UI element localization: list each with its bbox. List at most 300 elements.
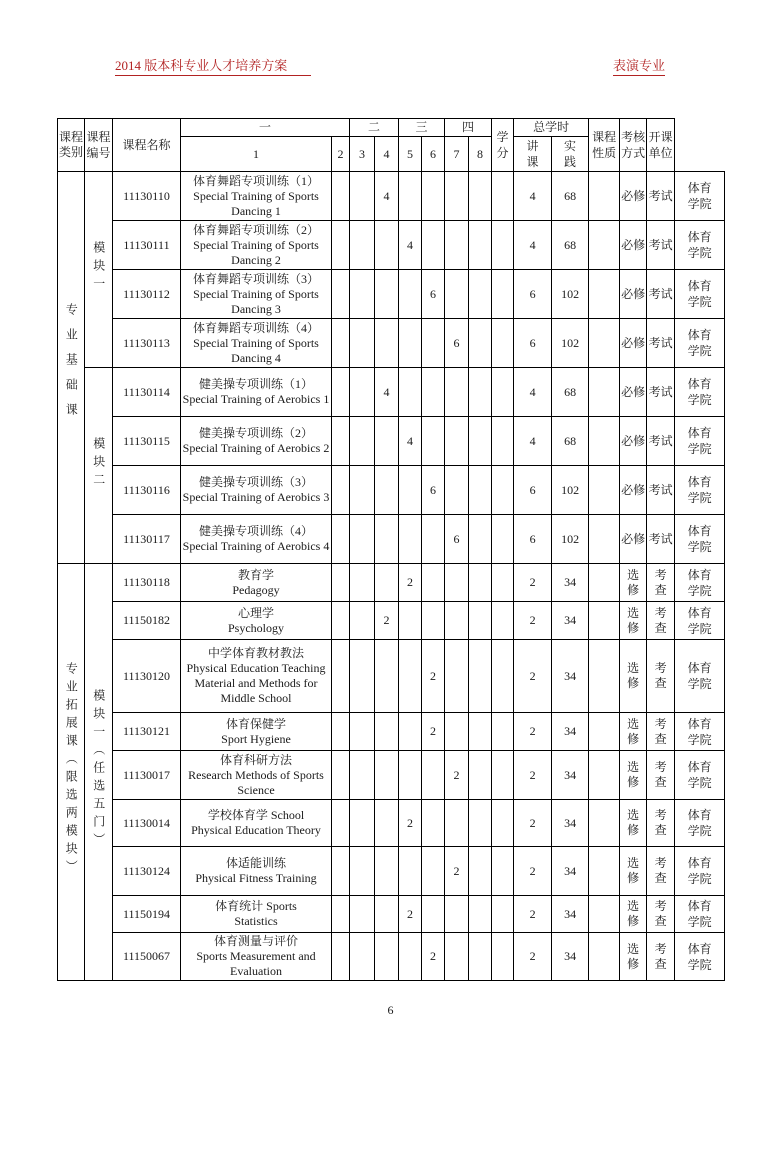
semester-hours-cell (375, 564, 399, 602)
course-code-cell: 11150067 (113, 933, 181, 981)
semester-hours-cell (399, 368, 422, 417)
credits-cell: 2 (514, 640, 552, 713)
assessment-cell: 考试 (647, 515, 675, 564)
course-name-en: Special Training of Aerobics 2 (182, 441, 330, 455)
assessment-cell: 考查 (647, 640, 675, 713)
semester-hours-cell (399, 319, 422, 368)
table-row (58, 713, 725, 751)
course-code-cell: 11130110 (113, 172, 181, 221)
semester-hours-cell (350, 466, 375, 515)
table-row (58, 564, 725, 602)
table-row (58, 847, 725, 896)
practice-hours-cell (589, 564, 620, 602)
semester-hours-cell (492, 713, 514, 751)
semester-hours-cell (422, 172, 445, 221)
unit-cell: 体育学院 (675, 847, 725, 896)
course-name-zh: 体育舞蹈专项训练（4） (192, 320, 319, 335)
semester-hours-cell (492, 515, 514, 564)
lecture-hours-cell: 34 (552, 602, 589, 640)
credits-cell: 2 (514, 847, 552, 896)
semester-hours-cell (350, 172, 375, 221)
lecture-hours-cell: 34 (552, 640, 589, 713)
credits-cell: 2 (514, 751, 552, 800)
credits-cell: 6 (514, 270, 552, 319)
course-name-en: Sport Hygiene (221, 731, 291, 746)
practice-hours-cell (589, 713, 620, 751)
semester-hours-cell: 4 (399, 221, 422, 270)
practice-hours-cell (589, 640, 620, 713)
course-code-cell: 11150194 (113, 896, 181, 933)
module-cell (85, 564, 113, 981)
semester-hours-cell (445, 221, 469, 270)
semester-hours-cell (492, 270, 514, 319)
course-name-zh: 体适能训练 (225, 856, 286, 870)
credits-cell: 4 (514, 417, 552, 466)
semester-hours-cell (350, 270, 375, 319)
semester-hours-cell (492, 640, 514, 713)
semester-hours-cell (350, 713, 375, 751)
credits-cell: 2 (514, 933, 552, 981)
unit-cell: 体育学院 (675, 933, 725, 981)
header-credits: 学分 (492, 119, 514, 172)
practice-hours-cell (589, 172, 620, 221)
course-code-cell: 11130014 (113, 800, 181, 847)
semester-hours-cell (332, 417, 350, 466)
semester-hours-cell (375, 640, 399, 713)
course-name-cell (181, 800, 332, 847)
course-name-cell (181, 221, 332, 270)
credits-cell: 2 (514, 602, 552, 640)
table-row (58, 221, 725, 270)
semester-hours-cell (445, 172, 469, 221)
semester-hours-cell (492, 933, 514, 981)
assessment-cell: 考试 (647, 466, 675, 515)
course-name-cell (181, 933, 332, 981)
course-name-en: Special Training of Aerobics 3 (182, 490, 330, 504)
semester-hours-cell (332, 896, 350, 933)
semester-hours-cell (375, 933, 399, 981)
practice-hours-cell (589, 417, 620, 466)
table-body (58, 172, 725, 981)
table-row (58, 270, 725, 319)
semester-hours-cell: 6 (422, 466, 445, 515)
practice-hours-cell (589, 847, 620, 896)
course-name-cell (181, 847, 332, 896)
course-code-cell: 11130124 (113, 847, 181, 896)
header-sem-3: 3 (350, 137, 375, 172)
module-label: 模块一 (91, 240, 106, 295)
course-code-cell: 11130114 (113, 368, 181, 417)
semester-hours-cell: 2 (399, 800, 422, 847)
semester-hours-cell (469, 713, 492, 751)
semester-hours-cell (422, 368, 445, 417)
semester-hours-cell (332, 933, 350, 981)
lecture-hours-cell: 102 (552, 270, 589, 319)
semester-hours-cell (375, 319, 399, 368)
course-nature-cell: 选修 (620, 713, 647, 751)
semester-hours-cell (399, 270, 422, 319)
semester-hours-cell (492, 368, 514, 417)
course-name-cell (181, 368, 332, 417)
table-head (58, 119, 725, 172)
semester-hours-cell (445, 417, 469, 466)
course-name-zh: 体育测量与评价 (213, 934, 298, 948)
course-name-en: Psychology (227, 620, 284, 635)
lecture-hours-cell: 68 (552, 368, 589, 417)
header-major: 表演专业 (613, 57, 665, 76)
unit-cell: 体育学院 (675, 466, 725, 515)
semester-hours-cell (422, 800, 445, 847)
unit-cell: 体育学院 (675, 751, 725, 800)
course-name-cell (181, 270, 332, 319)
lecture-hours-cell: 34 (552, 847, 589, 896)
assessment-cell: 考查 (647, 751, 675, 800)
practice-hours-cell (589, 800, 620, 847)
semester-hours-cell (399, 602, 422, 640)
credits-cell: 2 (514, 896, 552, 933)
unit-cell: 体育学院 (675, 713, 725, 751)
course-name-zh: 体育舞蹈专项训练（3） (192, 271, 319, 286)
assessment-cell: 考试 (647, 319, 675, 368)
course-name-en: Statistics (234, 914, 278, 928)
semester-hours-cell: 2 (399, 896, 422, 933)
table-row (58, 933, 725, 981)
course-name-en: Physical Education Teaching Material and Methods for Middle School (186, 661, 326, 705)
semester-hours-cell (469, 564, 492, 602)
credits-cell: 4 (514, 172, 552, 221)
semester-hours-cell (375, 800, 399, 847)
lecture-hours-cell: 68 (552, 221, 589, 270)
semester-hours-cell: 2 (375, 602, 399, 640)
assessment-cell: 考查 (647, 602, 675, 640)
assessment-cell: 考查 (647, 896, 675, 933)
semester-hours-cell (350, 319, 375, 368)
course-nature-cell: 选修 (620, 602, 647, 640)
semester-hours-cell (469, 221, 492, 270)
credits-cell: 2 (514, 713, 552, 751)
semester-hours-cell: 4 (399, 417, 422, 466)
semester-hours-cell (469, 466, 492, 515)
semester-hours-cell (332, 751, 350, 800)
credits-cell: 4 (514, 221, 552, 270)
table-row (58, 602, 725, 640)
semester-hours-cell (350, 933, 375, 981)
semester-hours-cell (422, 751, 445, 800)
practice-hours-cell (589, 319, 620, 368)
semester-hours-cell (492, 602, 514, 640)
semester-hours-cell (350, 602, 375, 640)
semester-hours-cell (332, 515, 350, 564)
table-row (58, 368, 725, 417)
course-name-en: Special Training of Aerobics 1 (182, 392, 330, 406)
semester-hours-cell (445, 713, 469, 751)
category-cell (58, 172, 85, 564)
course-name-zh: 健美操专项训练（3） (198, 475, 313, 489)
header-sem-group-4: 四 (445, 119, 492, 137)
practice-hours-cell (589, 221, 620, 270)
semester-hours-cell (422, 602, 445, 640)
semester-hours-cell (492, 564, 514, 602)
lecture-hours-cell: 102 (552, 466, 589, 515)
semester-hours-cell (445, 466, 469, 515)
semester-hours-cell (375, 896, 399, 933)
assessment-cell: 考查 (647, 933, 675, 981)
course-name-zh: 健美操专项训练（1） (198, 377, 313, 391)
lecture-hours-cell: 34 (552, 800, 589, 847)
semester-hours-cell (492, 172, 514, 221)
semester-hours-cell (469, 640, 492, 713)
practice-hours-cell (589, 515, 620, 564)
header-sem-5: 5 (399, 137, 422, 172)
semester-hours-cell (332, 319, 350, 368)
semester-hours-cell (399, 847, 422, 896)
semester-hours-cell (332, 172, 350, 221)
course-name-en: Special Training of Sports Dancing 2 (193, 237, 319, 267)
course-name-zh: 体育统计 Sports (215, 899, 297, 913)
course-name-cell (181, 515, 332, 564)
semester-hours-cell (350, 221, 375, 270)
course-nature-cell: 必修 (620, 221, 647, 270)
course-nature-cell: 选修 (620, 564, 647, 602)
semester-hours-cell: 6 (445, 515, 469, 564)
course-name-cell (181, 466, 332, 515)
semester-hours-cell: 6 (422, 270, 445, 319)
assessment-cell: 考查 (647, 564, 675, 602)
semester-hours-cell (399, 751, 422, 800)
course-nature-cell: 必修 (620, 368, 647, 417)
semester-hours-cell (399, 515, 422, 564)
header-sem-8: 8 (469, 137, 492, 172)
unit-cell: 体育学院 (675, 221, 725, 270)
semester-hours-cell (332, 564, 350, 602)
header-sem-7: 7 (445, 137, 469, 172)
course-name-cell (181, 602, 332, 640)
header-sem-group-1: 一 (181, 119, 350, 137)
semester-hours-cell (469, 800, 492, 847)
semester-hours-cell (422, 896, 445, 933)
semester-hours-cell (469, 933, 492, 981)
course-code-cell: 11130116 (113, 466, 181, 515)
course-code-cell: 11130111 (113, 221, 181, 270)
table-row (58, 640, 725, 713)
lecture-hours-cell: 34 (552, 933, 589, 981)
semester-hours-cell (399, 713, 422, 751)
semester-hours-cell (422, 847, 445, 896)
table-row (58, 319, 725, 368)
header-title: 2014 版本科专业人才培养方案 (115, 57, 311, 76)
semester-hours-cell: 2 (445, 847, 469, 896)
unit-cell: 体育学院 (675, 270, 725, 319)
semester-hours-cell (375, 417, 399, 466)
semester-hours-cell (492, 221, 514, 270)
header-total-hours: 总学时 (514, 119, 589, 137)
assessment-cell: 考查 (647, 847, 675, 896)
semester-hours-cell (399, 640, 422, 713)
course-name-zh: 心理学 (237, 605, 274, 620)
semester-hours-cell (445, 640, 469, 713)
category-label: 专业基础课 (64, 303, 79, 428)
table-row (58, 466, 725, 515)
semester-hours-cell (375, 751, 399, 800)
lecture-hours-cell: 68 (552, 417, 589, 466)
course-name-zh: 教育学 (237, 567, 274, 582)
semester-hours-cell (445, 602, 469, 640)
course-name-en: Pedagogy (232, 582, 280, 597)
practice-hours-cell (589, 270, 620, 319)
course-name-cell (181, 896, 332, 933)
header-sem-4: 4 (375, 137, 399, 172)
course-name-zh: 体育科研方法 (219, 752, 292, 767)
semester-hours-cell (332, 847, 350, 896)
semester-hours-cell (350, 847, 375, 896)
semester-hours-cell (469, 896, 492, 933)
table-row (58, 800, 725, 847)
semester-hours-cell (332, 221, 350, 270)
header-sem-1: 1 (181, 137, 332, 172)
course-name-en: Research Methods of Sports Science (188, 767, 324, 797)
course-name-en: Sports Measurement and Evaluation (196, 949, 316, 978)
semester-hours-cell (422, 319, 445, 368)
semester-hours-cell (492, 466, 514, 515)
lecture-hours-cell: 34 (552, 713, 589, 751)
semester-hours-cell (350, 368, 375, 417)
course-name-en: Physical Fitness Training (195, 871, 317, 885)
header-sem-2: 2 (332, 137, 350, 172)
category-label: 专业拓展课（限选两模块） (64, 662, 79, 878)
practice-hours-cell (589, 751, 620, 800)
table-row (58, 417, 725, 466)
assessment-cell: 考试 (647, 221, 675, 270)
table-row (58, 751, 725, 800)
semester-hours-cell (375, 221, 399, 270)
semester-hours-cell (492, 847, 514, 896)
semester-hours-cell (445, 800, 469, 847)
course-nature-cell: 选修 (620, 751, 647, 800)
semester-hours-cell: 2 (422, 713, 445, 751)
assessment-cell: 考试 (647, 417, 675, 466)
semester-hours-cell (469, 847, 492, 896)
semester-hours-cell (375, 270, 399, 319)
semester-hours-cell (422, 515, 445, 564)
course-nature-cell: 必修 (620, 466, 647, 515)
practice-hours-cell (589, 466, 620, 515)
course-name-cell (181, 172, 332, 221)
semester-hours-cell (332, 640, 350, 713)
practice-hours-cell (589, 933, 620, 981)
semester-hours-cell (350, 751, 375, 800)
header-practice: 实践 (552, 137, 589, 172)
header-unit: 开课单位 (647, 119, 675, 172)
course-nature-cell: 必修 (620, 515, 647, 564)
course-code-cell: 11130121 (113, 713, 181, 751)
course-code-cell: 11130115 (113, 417, 181, 466)
page-number: 6 (387, 1003, 394, 1017)
course-nature-cell: 选修 (620, 896, 647, 933)
semester-hours-cell (332, 713, 350, 751)
semester-hours-cell (422, 417, 445, 466)
course-code-cell: 11130017 (113, 751, 181, 800)
lecture-hours-cell: 34 (552, 564, 589, 602)
semester-hours-cell (469, 172, 492, 221)
semester-hours-cell (492, 319, 514, 368)
unit-cell: 体育学院 (675, 564, 725, 602)
semester-hours-cell (469, 602, 492, 640)
course-name-zh: 健美操专项训练（4） (198, 524, 313, 538)
assessment-cell: 考试 (647, 368, 675, 417)
unit-cell: 体育学院 (675, 172, 725, 221)
unit-cell: 体育学院 (675, 319, 725, 368)
semester-hours-cell: 2 (422, 640, 445, 713)
lecture-hours-cell: 102 (552, 319, 589, 368)
course-nature-cell: 必修 (620, 319, 647, 368)
assessment-cell: 考查 (647, 713, 675, 751)
header-sem-group-2: 二 (350, 119, 399, 137)
unit-cell: 体育学院 (675, 417, 725, 466)
semester-hours-cell (332, 800, 350, 847)
semester-hours-cell (445, 368, 469, 417)
unit-cell: 体育学院 (675, 602, 725, 640)
course-name-cell (181, 417, 332, 466)
semester-hours-cell (350, 896, 375, 933)
semester-hours-cell (375, 515, 399, 564)
module-cell (85, 368, 113, 564)
header-category: 课程类别 (58, 119, 85, 172)
assessment-cell: 考查 (647, 800, 675, 847)
semester-hours-cell (445, 564, 469, 602)
lecture-hours-cell: 68 (552, 172, 589, 221)
assessment-cell: 考试 (647, 270, 675, 319)
semester-hours-cell (492, 800, 514, 847)
table-row (58, 896, 725, 933)
semester-hours-cell (469, 515, 492, 564)
semester-hours-cell (469, 751, 492, 800)
course-nature-cell: 必修 (620, 417, 647, 466)
course-name-zh: 体育舞蹈专项训练（1） (192, 173, 319, 188)
header-name: 课程名称 (113, 119, 181, 172)
semester-hours-cell (469, 368, 492, 417)
course-name-cell (181, 319, 332, 368)
course-nature-cell: 选修 (620, 800, 647, 847)
credits-cell: 2 (514, 800, 552, 847)
assessment-cell: 考试 (647, 172, 675, 221)
lecture-hours-cell: 34 (552, 896, 589, 933)
course-name-en: Physical Education Theory (191, 823, 321, 837)
course-name-zh: 中学体育教材教法 (207, 646, 304, 660)
semester-hours-cell (350, 417, 375, 466)
table-row (58, 515, 725, 564)
semester-hours-cell (492, 896, 514, 933)
course-code-cell: 11130117 (113, 515, 181, 564)
semester-hours-cell (350, 564, 375, 602)
semester-hours-cell (350, 640, 375, 713)
document-header (115, 57, 665, 76)
course-code-cell: 11130120 (113, 640, 181, 713)
semester-hours-cell (469, 417, 492, 466)
unit-cell: 体育学院 (675, 368, 725, 417)
semester-hours-cell (422, 221, 445, 270)
header-assessment: 考核方式 (620, 119, 647, 172)
lecture-hours-cell: 34 (552, 751, 589, 800)
course-code-cell: 11130118 (113, 564, 181, 602)
course-name-en: Special Training of Sports Dancing 4 (193, 335, 319, 365)
semester-hours-cell (332, 270, 350, 319)
course-nature-cell: 选修 (620, 933, 647, 981)
semester-hours-cell: 2 (399, 564, 422, 602)
course-code-cell: 11130112 (113, 270, 181, 319)
course-name-zh: 体育保健学 (225, 716, 286, 731)
semester-hours-cell (332, 368, 350, 417)
semester-hours-cell (332, 602, 350, 640)
